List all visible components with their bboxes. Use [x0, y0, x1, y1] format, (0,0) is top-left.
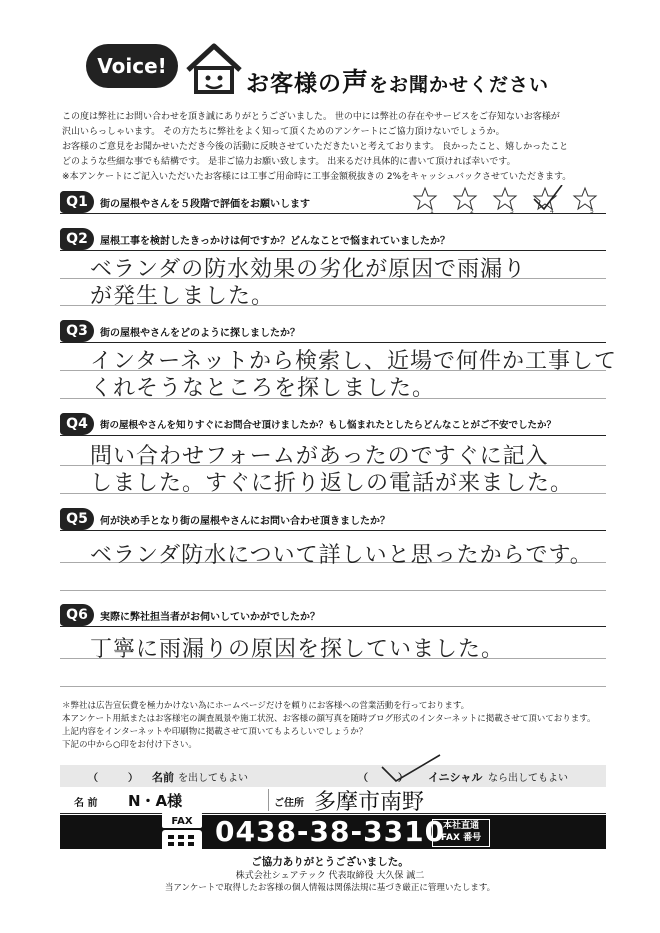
question-text: 街の屋根やさんをどのように探しましたか？	[100, 328, 300, 339]
answer-text: くれそうなところを探しました。	[90, 376, 436, 401]
answer-text: 問い合わせフォームがあったのですぐに記入	[90, 444, 549, 469]
intro-line: どのような些細な事でも結構です。 是非ご協力お願い致します。 出来るだけ具体的に書いて頂ければ幸いです。	[62, 157, 516, 167]
name-value[interactable]: N・A様	[128, 792, 183, 810]
voice-badge: Voice!	[86, 44, 178, 88]
star-number: 1	[430, 208, 434, 215]
publication-notes	[62, 700, 622, 752]
page-title	[246, 62, 549, 99]
question-badge: Q1	[60, 191, 94, 213]
check-mark-icon	[534, 185, 562, 209]
title-part3: をお聞かせください	[369, 74, 550, 96]
answer-text: が発生しました。	[90, 284, 275, 309]
fax-icon-text: FAX	[171, 816, 193, 827]
option-initial-label-bold: イニシャル	[428, 771, 483, 784]
address-value[interactable]: 多摩市南野	[314, 790, 425, 815]
fax-number: 0438-38-3310	[215, 815, 446, 848]
note-line: 本アンケート用紙またはお客様宅の調査風景や施工状況、お客様の顔写真を随時ブログ形式のインターネットに掲載させて頂いております。	[62, 714, 596, 724]
thanks-text: ご協力ありがとうございました。	[251, 856, 409, 868]
answer-text: ベランダの防水効果の劣化が原因で雨漏り	[90, 257, 527, 282]
question-badge: Q2	[60, 228, 94, 250]
fax-box-label	[432, 819, 490, 847]
star-number: 4	[550, 208, 554, 215]
answer-text: しました。すぐに折り返しの電話が来ました。	[90, 471, 574, 496]
star-icon	[414, 188, 436, 209]
question-5	[60, 508, 606, 594]
question-3	[60, 320, 618, 404]
question-badge: Q4	[60, 413, 94, 435]
company-text: 株式会社シェアテック 代表取締役 大久保 誠二	[235, 871, 425, 881]
address-label: ご住所	[274, 798, 304, 809]
rating-stars	[410, 185, 600, 215]
house-icon	[184, 40, 244, 96]
option-name-checkbox[interactable]: （ ）	[88, 773, 138, 784]
option-initial-checkbox[interactable]: （ ）	[358, 773, 408, 784]
question-text: 屋根工事を検討したきっかけは何ですか？どんなことで悩まれていましたか？	[100, 236, 450, 247]
note-line: 下記の中から○印をお付け下さい。	[62, 740, 197, 750]
question-6	[60, 604, 606, 690]
answer-text: 丁寧に雨漏りの原因を探していました。	[90, 637, 505, 662]
question-text: 街の屋根やさんを知りすぐにお問合せ頂けましたか？もし悩まれたとしたらどんなことがご不安でしたか？	[100, 420, 557, 431]
star-number: 3	[510, 208, 514, 215]
question-badge: Q5	[60, 508, 94, 530]
question-4	[60, 413, 606, 499]
star-number: 2	[470, 208, 474, 215]
intro-line: お客様のご意見をお聞かせいただき今後の活動に反映させていただきたいと考えております。 良かったこと、嬉しかったこと	[62, 142, 569, 152]
intro-line: この度は弊社にお問い合わせを頂き誠にありがとうございました。 世の中には弊社の存在やサービスをご存知ないお客様が	[62, 112, 560, 122]
check-mark-icon	[378, 753, 448, 783]
star-icon	[454, 188, 476, 209]
fax-box-line: 本社直通	[442, 821, 479, 831]
question-text: 街の屋根やさんを５段階で評価をお願いします	[100, 199, 310, 210]
star-icon	[574, 188, 596, 209]
star-icon	[494, 188, 516, 209]
question-2	[60, 228, 606, 310]
star-number: 5	[590, 208, 594, 215]
title-part1: お客様の	[246, 71, 342, 97]
title-part2: 声	[342, 68, 370, 98]
question-badge: Q3	[60, 320, 94, 342]
answer-text: ベランダ防水について詳しいと思ったからです。	[90, 543, 593, 568]
publication-options	[60, 765, 606, 787]
intro-text	[62, 110, 610, 185]
question-text: 実際に弊社担当者がお伺いしていかがでしたか？	[100, 612, 320, 623]
note-line: 上記内容をインターネットや印刷物に掲載させて頂いてもよろしいでしょうか？	[62, 727, 368, 737]
note-line: ＊弊社は広告宣伝費を極力かけない為にホームページだけを頼りにお客様への営業活動を行っております。	[62, 701, 470, 711]
answer-text: インターネットから検索し、近場で何件か工事して	[90, 349, 618, 374]
question-1	[60, 191, 606, 217]
option-name-label: を出してもよい	[178, 773, 248, 784]
intro-line: ※本アンケートにご記入いただいたお客様には工事ご用命時に工事金額税抜きの 2%をキャッシュバックさせていただきます。	[62, 172, 572, 182]
question-text: 何が決め手となり街の屋根やさんにお問い合わせ頂きましたか？	[100, 516, 390, 527]
fax-box-line: FAX 番号	[440, 833, 482, 843]
option-initial-label: なら出してもよい	[488, 773, 568, 784]
question-badge: Q6	[60, 604, 94, 626]
intro-line: 沢山いらっしゃいます。 その方たちに弊社をよく知って頂くためのアンケートにご協力頂けないでしょうか。	[62, 127, 505, 137]
name-label: 名 前	[74, 798, 98, 809]
privacy-text: 当アンケートで取得したお客様の個人情報は関係法規に基づき厳正に管理いたします。	[164, 883, 496, 893]
customer-info-row	[60, 787, 606, 814]
option-name-label-bold: 名前	[152, 771, 174, 784]
fax-icon	[160, 810, 208, 854]
